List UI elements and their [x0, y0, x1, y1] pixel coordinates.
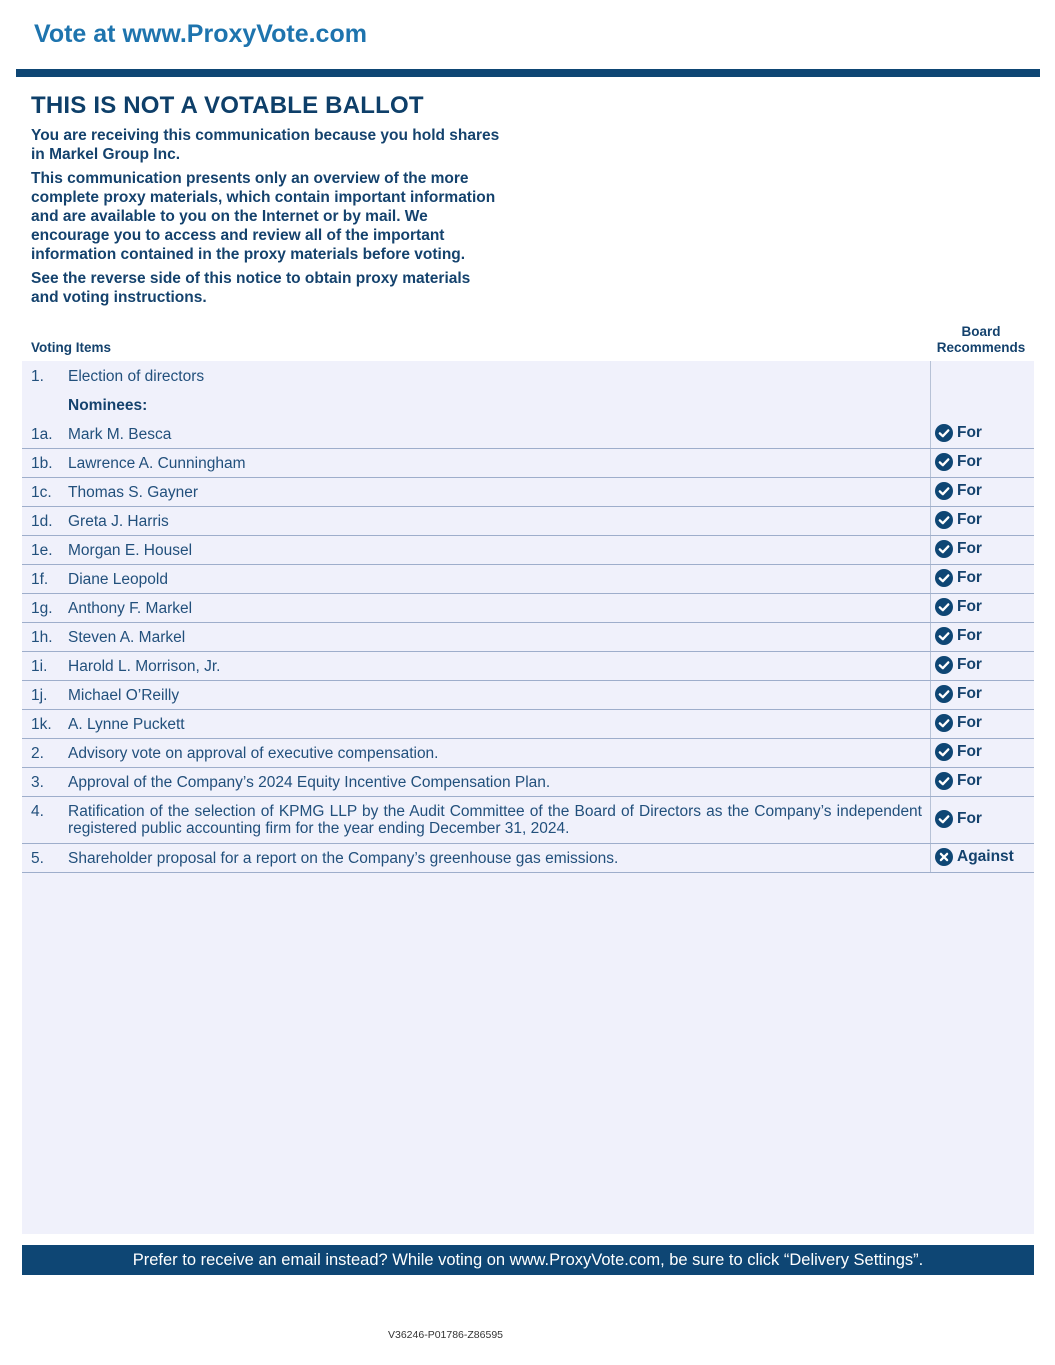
- recommendation-label: For: [957, 627, 982, 644]
- recommendation-label: For: [957, 598, 982, 615]
- notice-para-reverse: See the reverse side of this notice to obtain proxy materials and voting instructions.: [31, 270, 471, 306]
- item-number: 1k.: [31, 716, 52, 733]
- recommendation-label: For: [957, 540, 982, 557]
- table-row: [22, 739, 1034, 768]
- recommendation: [935, 656, 982, 674]
- recommendation-label: For: [957, 685, 982, 702]
- board-header-line1: Board: [961, 324, 1001, 339]
- item-number: 1f.: [31, 571, 49, 588]
- item-text: Election of directors: [68, 368, 205, 385]
- check-circle-icon: [935, 810, 953, 828]
- item-number: 4.: [31, 803, 44, 820]
- recommendation-label: For: [957, 772, 982, 789]
- check-circle-icon: [935, 772, 953, 790]
- recommendation: [935, 540, 982, 558]
- check-circle-icon: [935, 569, 953, 587]
- table-row: [22, 797, 1034, 844]
- notice-para-overview: This communication presents only an overview of the more complete proxy materials, which contain important information and are available to you on the Internet or by mail. We encourage you to access and review all of the important information contained in the proxy materials before voting.: [31, 170, 496, 263]
- x-circle-icon: [935, 848, 953, 866]
- item-text: Thomas S. Gayner: [68, 484, 199, 501]
- table-row: [22, 507, 1034, 536]
- table-row: [22, 710, 1034, 739]
- nominees-label: Nominees:: [68, 397, 148, 414]
- recommendation-label: For: [957, 482, 982, 499]
- table-row: [22, 536, 1034, 565]
- item-text: Ratification of the selection of KPMG LLP by the Audit Committee of the Board of Directors as the Company’s independent registered public accounting firm for the year ending December 31, 2024.: [68, 803, 922, 837]
- recommendation: [935, 482, 982, 500]
- item-number: 2.: [31, 745, 44, 762]
- item-number: 1d.: [31, 513, 53, 530]
- notice-block: [31, 92, 501, 312]
- recommendation: [935, 598, 982, 616]
- item-number: 1.: [31, 368, 44, 385]
- header-rule: [16, 69, 1040, 77]
- recommendation: [935, 511, 982, 529]
- table-row: [22, 565, 1034, 594]
- board-recommends-header: [928, 324, 1034, 356]
- table-row: [22, 652, 1034, 681]
- item-number: 1e.: [31, 542, 53, 559]
- recommendation-label: Against: [957, 848, 1014, 865]
- item-text: Steven A. Markel: [68, 629, 186, 646]
- recommendation-label: For: [957, 656, 982, 673]
- email-delivery-banner: Prefer to receive an email instead? While voting on www.ProxyVote.com, be sure to click “Delivery Settings”.: [22, 1245, 1034, 1275]
- item-text: Morgan E. Housel: [68, 542, 193, 559]
- item-election-row: [22, 363, 1034, 391]
- item-text: A. Lynne Puckett: [68, 716, 185, 733]
- recommendation: [935, 453, 982, 471]
- check-circle-icon: [935, 482, 953, 500]
- recommendation-label: For: [957, 453, 982, 470]
- item-text: Approval of the Company’s 2024 Equity Incentive Compensation Plan.: [68, 774, 551, 791]
- item-text: Advisory vote on approval of executive compensation.: [68, 745, 439, 762]
- table-row: [22, 681, 1034, 710]
- recommendation-label: For: [957, 810, 982, 827]
- check-circle-icon: [935, 453, 953, 471]
- recommendation-label: For: [957, 511, 982, 528]
- item-text: Harold L. Morrison, Jr.: [68, 658, 221, 675]
- check-circle-icon: [935, 656, 953, 674]
- board-header-line2: Recommends: [936, 340, 1026, 355]
- table-row: [22, 594, 1034, 623]
- check-circle-icon: [935, 714, 953, 732]
- item-number: 1j.: [31, 687, 48, 704]
- table-row: [22, 623, 1034, 652]
- check-circle-icon: [935, 540, 953, 558]
- item-text: Shareholder proposal for a report on the Company’s greenhouse gas emissions.: [68, 850, 619, 867]
- item-number: 1h.: [31, 629, 53, 646]
- recommendation-label: For: [957, 743, 982, 760]
- check-circle-icon: [935, 598, 953, 616]
- item-text: Mark M. Besca: [68, 426, 172, 443]
- recommendation-label: For: [957, 714, 982, 731]
- recommendation: [935, 772, 982, 790]
- recommendation: [935, 627, 982, 645]
- recommendation: [935, 569, 982, 587]
- item-number: 5.: [31, 850, 44, 867]
- document-code: V36246-P01786-Z86595: [388, 1329, 504, 1341]
- recommendation: [935, 810, 982, 828]
- notice-title: THIS IS NOT A VOTABLE BALLOT: [31, 92, 424, 119]
- item-number: 1g.: [31, 600, 53, 617]
- recommendation: [935, 743, 982, 761]
- recommendation: [935, 848, 1014, 866]
- table-row: [22, 768, 1034, 797]
- check-circle-icon: [935, 685, 953, 703]
- item-text: Greta J. Harris: [68, 513, 169, 530]
- recommendation-label: For: [957, 569, 982, 586]
- notice-para-holding: You are receiving this communication because you hold shares in Markel Group Inc.: [31, 127, 500, 163]
- check-circle-icon: [935, 424, 953, 442]
- table-row: [22, 844, 1034, 873]
- item-text: Anthony F. Markel: [68, 600, 193, 617]
- table-row: [22, 420, 1034, 449]
- item-number: 1a.: [31, 426, 53, 443]
- nominees-label-row: [22, 392, 1034, 420]
- table-row: [22, 478, 1034, 507]
- item-number: 1i.: [31, 658, 48, 675]
- recommendation: [935, 685, 982, 703]
- item-number: 1b.: [31, 455, 53, 472]
- check-circle-icon: [935, 743, 953, 761]
- check-circle-icon: [935, 627, 953, 645]
- recommendation-label: For: [957, 424, 982, 441]
- item-number: 3.: [31, 774, 44, 791]
- recommendation: [935, 424, 982, 442]
- check-circle-icon: [935, 511, 953, 529]
- recommendation: [935, 714, 982, 732]
- item-text: Michael O’Reilly: [68, 687, 180, 704]
- item-text: Lawrence A. Cunningham: [68, 455, 246, 472]
- table-row: [22, 449, 1034, 478]
- voting-items-header: Voting Items: [31, 340, 112, 355]
- item-text: Diane Leopold: [68, 571, 168, 588]
- item-number: 1c.: [31, 484, 52, 501]
- vote-site-header[interactable]: Vote at www.ProxyVote.com: [34, 20, 367, 48]
